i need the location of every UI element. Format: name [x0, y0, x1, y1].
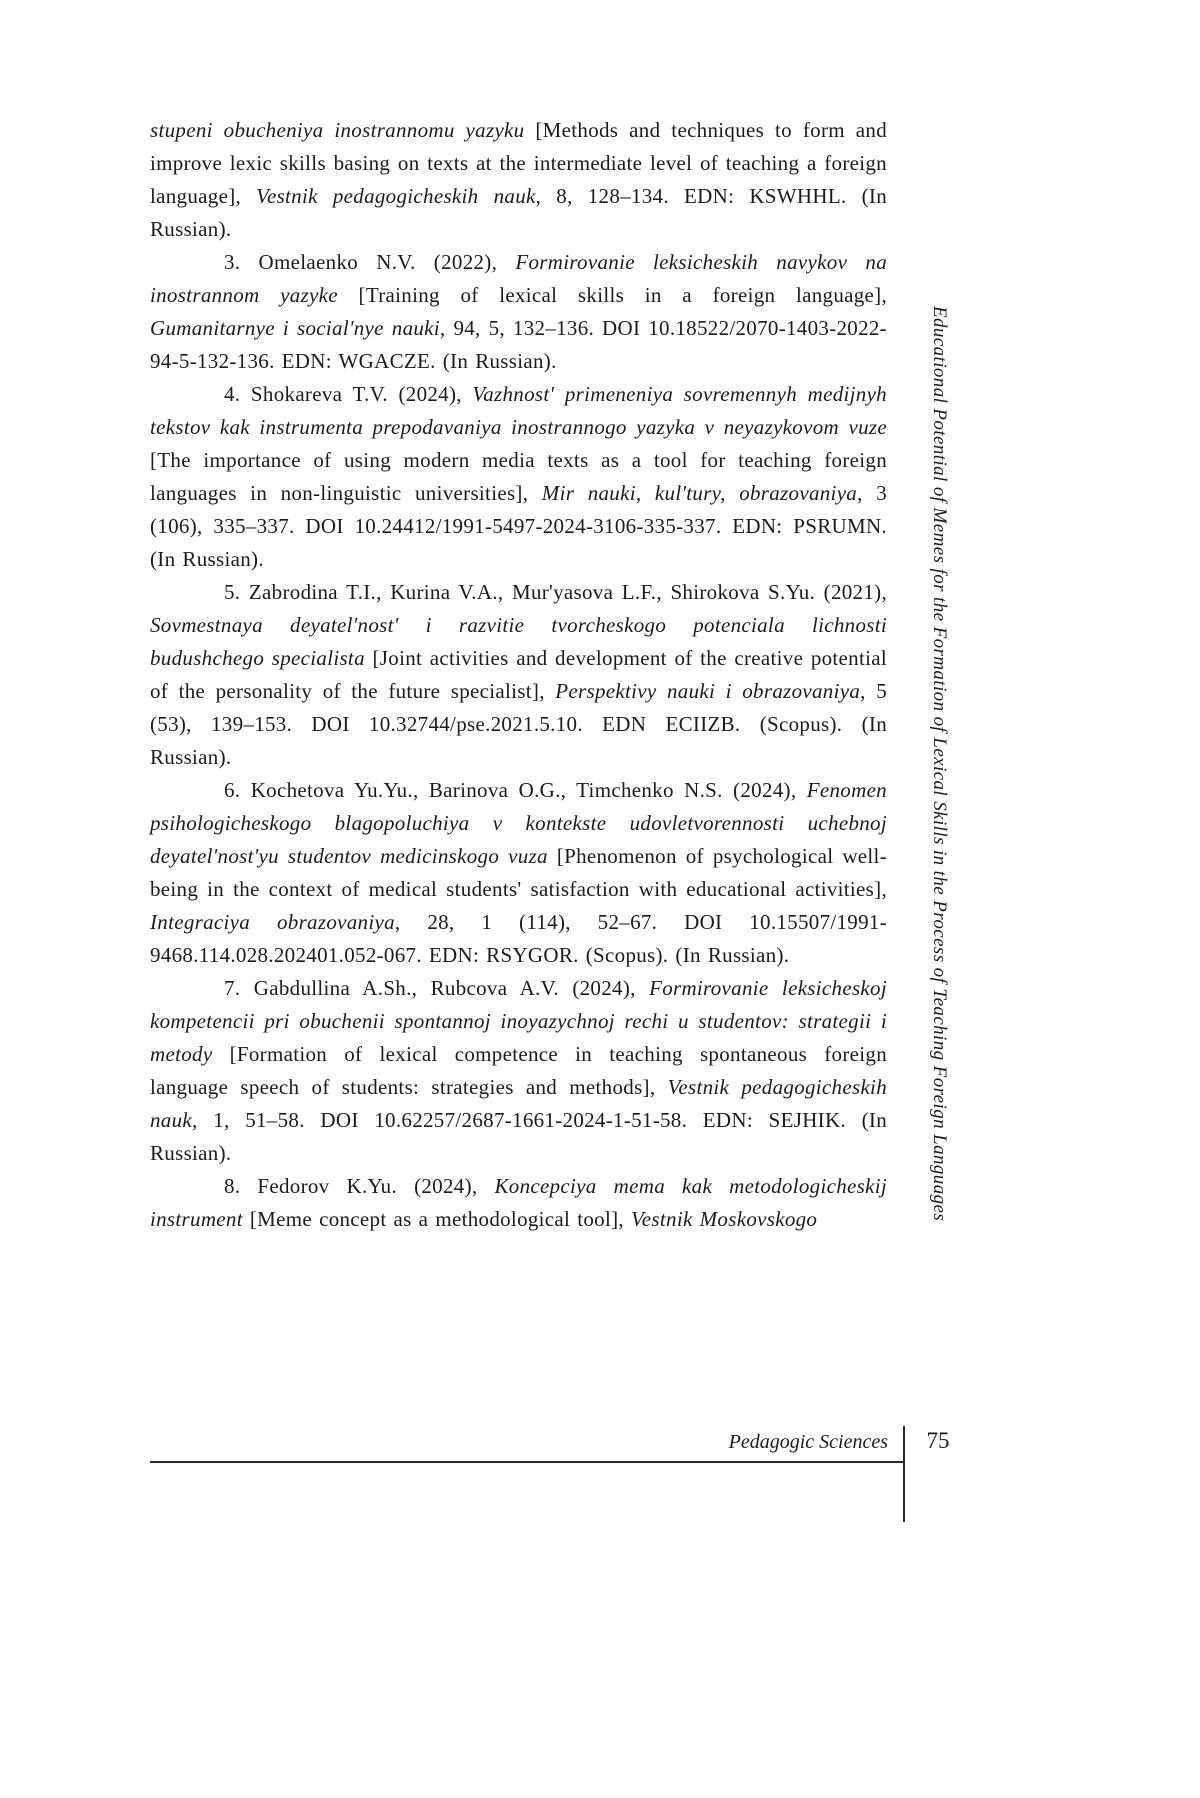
reference-item: [150, 576, 887, 774]
footer-vertical-divider: [903, 1426, 905, 1522]
reference-segment: , 8, 128–134. EDN: KSWHHL. (In Russian).: [150, 184, 888, 241]
reference-segment: 6. Kochetova Yu.Yu., Barinova O.G., Timchenko N.S. (2024),: [224, 778, 807, 802]
reference-item: [150, 378, 887, 576]
reference-segment: [The importance of using modern media texts as a tool for teaching foreign languages in non-linguistic universities],: [150, 448, 887, 505]
reference-segment-italic: Mir nauki, kul'tury, obrazovaniya: [541, 481, 858, 505]
reference-segment-italic: Vestnik Moskovskogo: [631, 1207, 818, 1231]
reference-item: [150, 1170, 887, 1236]
reference-item: [150, 246, 887, 378]
reference-segment: , 3 (106), 335–337. DOI 10.24412/1991-5497-2024-3106-335-337. EDN: PSRUMN. (In Russian).: [150, 481, 887, 571]
reference-segment: 8. Fedorov K.Yu. (2024),: [224, 1174, 495, 1198]
reference-segment-italic: Formirovanie leksicheskoj kompetencii pri obuchenii spontannoj inoyazychnoj rechi u studentov: strategii i metody: [150, 976, 887, 1066]
reference-segment: 7. Gabdullina A.Sh., Rubcova A.V. (2024),: [224, 976, 650, 1000]
reference-segment: [Methods and techniques to form and improve lexic skills basing on texts at the intermediate level of teaching a foreign language],: [150, 118, 887, 208]
reference-segment: [Meme concept as a methodological tool],: [249, 1207, 631, 1231]
reference-item: [150, 114, 887, 246]
page-number: 75: [926, 1428, 950, 1453]
reference-segment-italic: stupeni obucheniya inostrannomu yazyku: [150, 118, 536, 142]
reference-segment-italic: Formirovanie leksicheskih navykov na inostrannom yazyke: [150, 250, 887, 307]
references-list: [150, 114, 887, 1236]
reference-segment: [Joint activities and development of the creative potential of the personality of the future specialist],: [150, 646, 887, 703]
footer-section-label: Pedagogic Sciences: [728, 1431, 888, 1453]
footer-divider: [150, 1461, 903, 1463]
reference-segment-italic: Vazhnost' primeneniya sovremennyh medijnyh tekstov kak instrumenta prepodavaniya inostrannogo yazyka v neyazykovom vuze: [150, 382, 887, 439]
reference-segment-italic: Fenomen psihologicheskogo blagopoluchiya v kontekste udovletvorennosti uchebnoj deyatel'nost'yu studentov medicinskogo vuza: [150, 778, 887, 868]
sidebar-running-title: Educational Potential of Memes for the Formation of Lexical Skills in the Process of Teaching Foreign Languages: [929, 306, 950, 1222]
reference-segment-italic: Gumanitarnye i social'nye nauki: [150, 316, 440, 340]
reference-segment-italic: Vestnik pedagogicheskih nauk: [150, 1075, 887, 1132]
reference-segment-italic: Perspektivy nauki i obrazovaniya: [555, 679, 861, 703]
reference-item: [150, 972, 887, 1170]
reference-segment: [Formation of lexical competence in teaching spontaneous foreign language speech of students: strategies and methods],: [150, 1042, 887, 1099]
reference-segment: [Phenomenon of psychological well-being in the context of medical students' satisfaction with educational activities],: [150, 844, 887, 901]
reference-segment: 5. Zabrodina T.I., Kurina V.A., Mur'yasova L.F., Shirokova S.Yu. (2021),: [224, 580, 887, 604]
reference-item: [150, 774, 887, 972]
reference-segment-italic: Vestnik pedagogicheskih nauk: [256, 184, 536, 208]
reference-segment: , 5 (53), 139–153. DOI 10.32744/pse.2021.5.10. EDN ECIIZB. (Scopus). (In Russian).: [150, 679, 888, 769]
reference-segment: [Training of lexical skills in a foreign language],: [358, 283, 887, 307]
reference-segment: , 28, 1 (114), 52–67. DOI 10.15507/1991-9468.114.028.202401.052-067. EDN: RSYGOR. (Scopus). (In Russian).: [150, 910, 887, 967]
reference-segment-italic: Koncepciya mema kak metodologicheskij instrument: [150, 1174, 888, 1231]
reference-segment-italic: Integraciya obrazovaniya: [150, 910, 395, 934]
reference-segment: , 1, 51–58. DOI 10.62257/2687-1661-2024-1-51-58. EDN: SEJHIK. (In Russian).: [150, 1108, 887, 1165]
reference-segment: , 94, 5, 132–136. DOI 10.18522/2070-1403-2022-94-5-132-136. EDN: WGACZE. (In Russian).: [150, 316, 887, 373]
reference-segment: 3. Omelaenko N.V. (2022),: [224, 250, 516, 274]
reference-segment-italic: Sovmestnaya deyatel'nost' i razvitie tvorcheskogo potenciala lichnosti budushchego specialista: [150, 613, 887, 670]
reference-segment: 4. Shokareva T.V. (2024),: [224, 382, 473, 406]
